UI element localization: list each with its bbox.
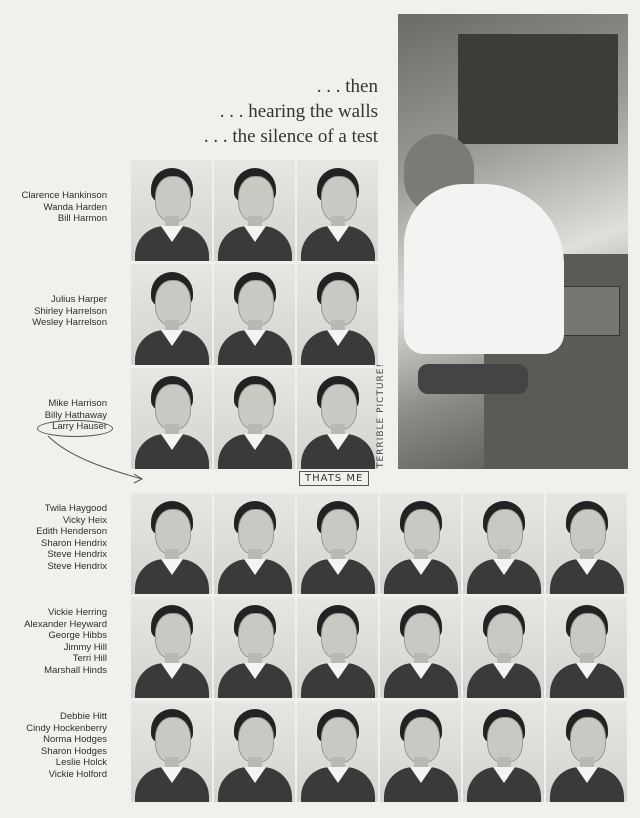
student-name: Vickie Herring	[48, 607, 107, 618]
heading-line-1: . . . then	[316, 76, 378, 97]
student-portrait	[297, 597, 378, 698]
student-portrait	[297, 701, 378, 802]
names-group-1	[21, 190, 107, 225]
student-portrait	[380, 701, 461, 802]
student-portrait	[380, 597, 461, 698]
student-portrait	[297, 493, 378, 594]
student-name: Sharon Hendrix	[40, 537, 107, 549]
student-name: Shirley Harrelson	[34, 305, 107, 317]
student-portrait	[297, 264, 378, 365]
student-name: Norma Hodges	[43, 734, 107, 746]
classroom-photo	[398, 14, 628, 469]
student-name: Sharon Hodges	[40, 745, 107, 757]
student-name: Billy Hathaway	[44, 409, 107, 421]
student-portrait	[380, 493, 461, 594]
student-portrait	[214, 264, 295, 365]
page-heading	[204, 74, 378, 149]
student-portrait	[546, 597, 627, 698]
student-portrait	[214, 701, 295, 802]
student-name: Twila Haygood	[44, 503, 107, 514]
student-portrait	[297, 160, 378, 261]
student-name: Clarence Hankinson	[21, 190, 107, 201]
student-name: Edith Henderson	[36, 526, 107, 538]
student-portrait	[214, 493, 295, 594]
student-name: Cindy Hockenberry	[26, 722, 107, 734]
name-circle-mark	[37, 420, 113, 437]
student-portrait	[463, 701, 544, 802]
student-portrait	[131, 264, 212, 365]
student-portrait	[463, 597, 544, 698]
student-name: Leslie Holck	[55, 757, 107, 769]
student-name: Wanda Harden	[43, 201, 107, 213]
student-portrait	[546, 493, 627, 594]
student-name: Jimmy Hill	[63, 641, 107, 653]
student-name: Marshall Hinds	[44, 664, 107, 676]
names-group-2	[32, 294, 107, 329]
student-portrait	[131, 368, 212, 469]
student-portrait	[214, 160, 295, 261]
names-group-4	[36, 503, 107, 573]
heading-line-3: . . . the silence of a test	[203, 126, 378, 147]
student-portrait	[214, 597, 295, 698]
thats-me-label: THATS ME	[299, 471, 369, 486]
student-portrait	[546, 701, 627, 802]
student-portrait	[463, 493, 544, 594]
heading-line-2: . . . hearing the walls	[219, 101, 378, 122]
student-name: Julius Harper	[51, 294, 107, 305]
student-name: Bill Harmon	[57, 213, 107, 225]
student-name: Larry Hauser	[52, 421, 107, 433]
student-name: Vicky Heix	[62, 514, 107, 526]
student-name: Steve Hendrix	[47, 549, 107, 561]
student-name: Debbie Hitt	[60, 711, 107, 722]
student-name: Mike Harrison	[48, 398, 107, 409]
student-name: Alexander Heyward	[24, 618, 107, 630]
student-portrait	[131, 493, 212, 594]
student-name: Vickie Holford	[48, 768, 107, 780]
student-portrait	[297, 368, 378, 469]
names-group-5	[24, 607, 107, 677]
names-group-6	[26, 711, 107, 781]
student-name: George Hibbs	[48, 630, 107, 642]
student-portrait	[214, 368, 295, 469]
student-name: Steve Hendrix	[47, 560, 107, 572]
student-portrait	[131, 160, 212, 261]
handwritten-note-vertical: TERRIBLE PICTURE!	[376, 362, 386, 468]
student-portrait	[131, 701, 212, 802]
student-name: Terri Hill	[72, 653, 107, 665]
student-name: Wesley Harrelson	[32, 317, 107, 329]
student-portrait	[131, 597, 212, 698]
